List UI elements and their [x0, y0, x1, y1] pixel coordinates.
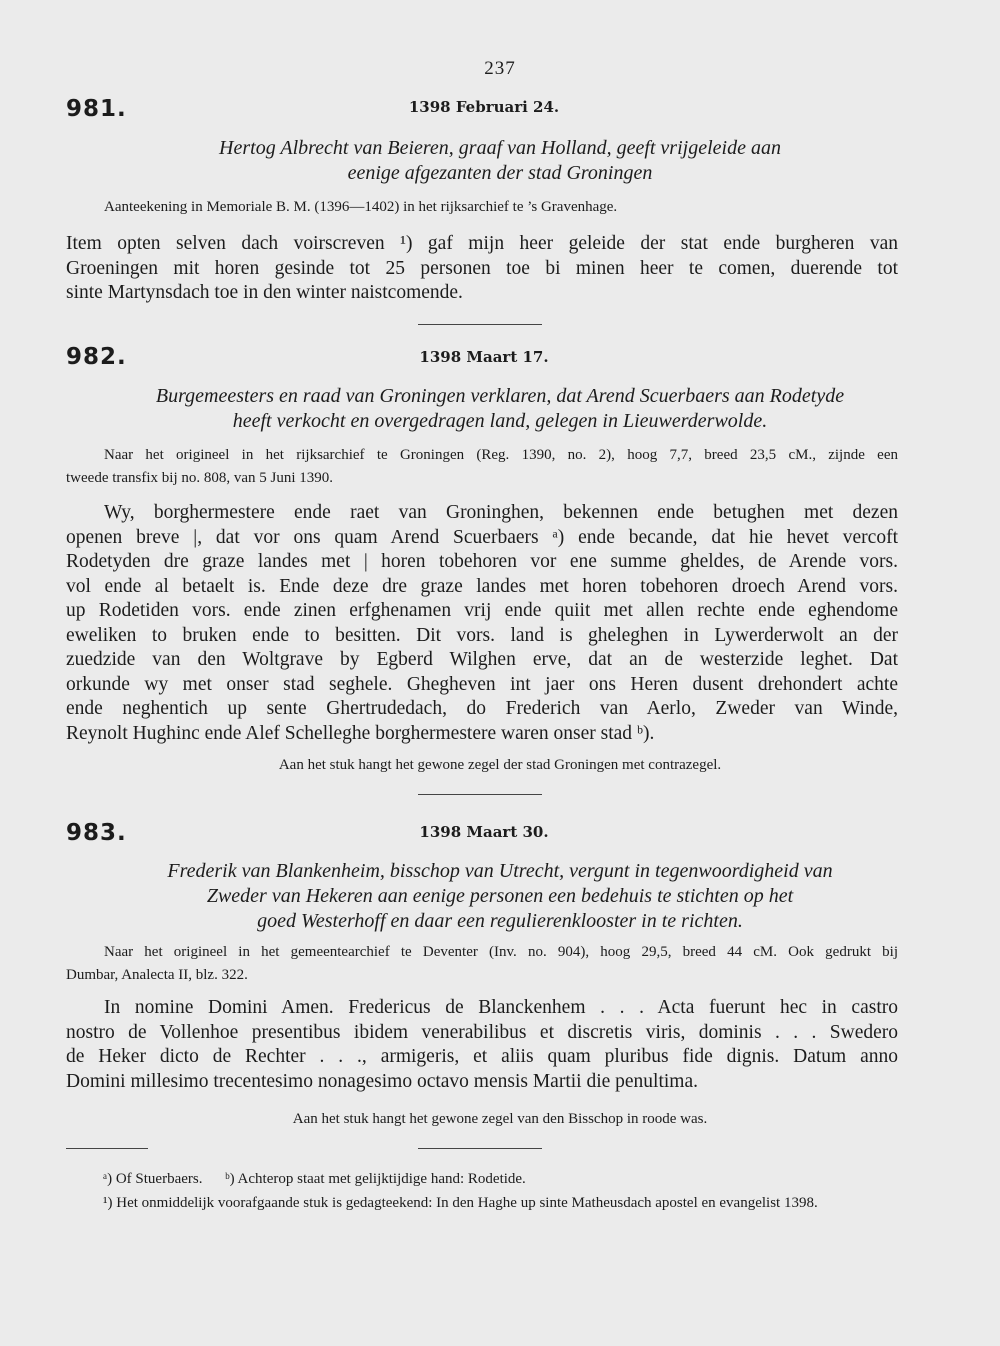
text-line: up Rodetiden vors. ende zinen erfghenamen vrij ende quiit met allen rechte ende eghendome	[66, 600, 898, 621]
footnote-line: ᵃ) Of Stuerbaers. ᵇ) Achterop staat met gelijktijdige hand: Rodetide.	[103, 1171, 526, 1187]
entry-date: 1398 Februari 24.	[408, 98, 560, 116]
source-line: Aanteekening in Memoriale B. M. (1396—1402) in het rijksarchief te ’s Gravenhage.	[104, 199, 618, 215]
entry-text	[66, 996, 898, 1094]
text-line: orkunde wy met onser stad seghele. Ghegheven int jaer ons Heren dusent drehondert achte	[66, 673, 898, 695]
text-line: nostro de Vollenhoe presentibus ibidem venerabilibus et discretis viris, dominis . . . Swedero	[66, 1021, 898, 1043]
text-line: zuedzide van den Woltgrave by Egberd Wilghen erve, dat an de westerzide leghet. Dat	[66, 649, 898, 670]
entry-source	[104, 196, 934, 219]
entry-text	[66, 232, 898, 306]
entry-number: 981.	[66, 96, 127, 122]
source-line: Dumbar, Analecta II, blz. 322.	[66, 967, 248, 983]
entry-date: 1398 Maart 30.	[419, 823, 549, 841]
entry-summary	[80, 859, 920, 934]
entry-source	[66, 444, 898, 490]
summary-line: Hertog Albrecht van Beieren, graaf van Holland, geeft vrijgeleide aan	[219, 137, 781, 159]
entry-summary	[80, 384, 920, 434]
text-line: eweliken to bruken ende to besitten. Dit vors. land is gheleghen in Lywerderwolt an der	[66, 624, 898, 646]
footnotes	[103, 1167, 818, 1215]
text-line: openen breve |, dat vor ons quam Arend Scuerbaers ᵃ) ende becande, dat hie hevet vercoft	[66, 526, 898, 548]
entry-text	[66, 501, 898, 746]
source-line: tweede transfix bij no. 808, van 5 Juni 1390.	[66, 470, 334, 486]
summary-line: goed Westerhoff en daar een regulierenklooster in te richten.	[257, 910, 743, 932]
footnote-line: ¹) Het onmiddelijk voorafgaande stuk is gedagteekend: In den Haghe up sinte Matheusdach apostel en evangelist 1398.	[103, 1195, 818, 1211]
text-line: Domini millesimo trecentesimo nonagesimo octavo mensis Martii die penultima.	[66, 1070, 699, 1092]
text-line: de Heker dicto de Rechter . . ., armigeris, et aliis quam pluribus fide dignis. Datum anno	[66, 1046, 898, 1067]
text-line: Groeningen mit horen gesinde tot 25 personen toe bi minen heer te comen, duerende tot	[66, 257, 898, 279]
text-line: Rodetyden dre graze landes met | horen tobehoren vor ene summe gheldes, de Arende vors.	[66, 551, 898, 572]
text-line: vol ende al betaelt is. Ende deze dre graze landes met horen tobehoren droech Arend vors.	[66, 575, 898, 597]
entry-number: 982.	[66, 344, 127, 370]
seal-note: Aan het stuk hangt het gewone zegel van den Bisschop in roode was.	[292, 1111, 708, 1127]
text-line: In nomine Domini Amen. Fredericus de Blanckenhem . . . Acta fuerunt hec in castro	[104, 997, 898, 1018]
summary-line: Zweder van Hekeren aan eenige personen een bedehuis te stichten op het	[206, 885, 794, 907]
summary-line: eenige afgezanten der stad Groningen	[347, 162, 653, 184]
seal-note: Aan het stuk hangt het gewone zegel der stad Groningen met contrazegel.	[278, 757, 722, 773]
source-line: Naar het origineel in het gemeentearchief te Deventer (Inv. no. 904), hoog 29,5, breed 44 cM. Ook gedrukt bij	[104, 944, 898, 960]
text-line: Item opten selven dach voirscreven ¹) gaf mijn heer geleide der stat ende burgheren van	[66, 233, 898, 254]
entry-source	[66, 941, 898, 987]
text-line: Wy, borghermestere ende raet van Groninghen, bekennen ende betughen met dezen	[104, 502, 898, 523]
summary-line: Frederik van Blankenheim, bisschop van Utrecht, vergunt in tegenwoordigheid van	[167, 860, 833, 882]
entry-summary	[100, 136, 900, 186]
entry-date: 1398 Maart 17.	[419, 348, 549, 366]
section-divider	[418, 794, 542, 795]
summary-line: Burgemeesters en raad van Groningen verklaren, dat Arend Scuerbaers aan Rodetyde	[155, 385, 845, 407]
source-line: Naar het origineel in het rijksarchief te Groningen (Reg. 1390, no. 2), hoog 7,7, breed 23,5 cM., zijnde een	[104, 447, 898, 463]
entry-number: 983.	[66, 820, 127, 846]
text-line: Reynolt Hughinc ende Alef Schelleghe borghermestere waren onser stad ᵇ).	[66, 722, 655, 744]
page-number: 237	[484, 58, 516, 79]
section-divider	[418, 1148, 542, 1149]
summary-line: heeft verkocht en overgedragen land, gelegen in Lieuwerderwolde.	[232, 410, 768, 432]
text-line: ende neghentich up sente Ghertrudedach, do Frederich van Aerlo, Zweder van Winde,	[66, 698, 898, 719]
text-line: sinte Martynsdach toe in den winter naistcomende.	[66, 282, 463, 303]
footnote-rule	[66, 1148, 148, 1149]
section-divider	[418, 324, 542, 325]
